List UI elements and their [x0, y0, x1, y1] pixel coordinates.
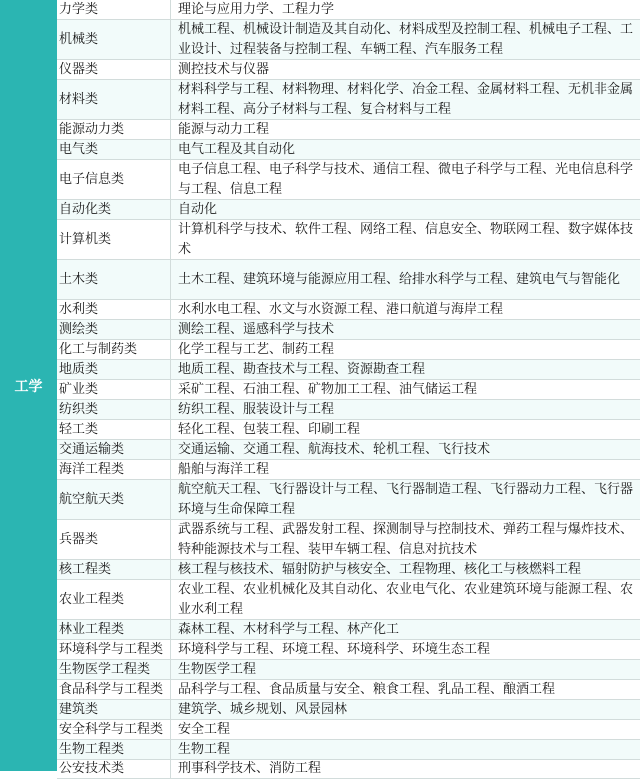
majors-text: 安全工程 — [178, 721, 231, 737]
majors-text: 采矿工程、石油工程、矿物加工工程、油气储运工程 — [178, 381, 478, 397]
subject-class-cell: 建筑类 — [57, 700, 171, 719]
table-row — [57, 160, 640, 200]
subject-class-cell: 测绘类 — [57, 320, 171, 339]
majors-text: 理论与应用力学、工程力学 — [178, 1, 335, 17]
majors-text: 电气工程及其自动化 — [178, 141, 296, 157]
majors-text: 电子信息工程、电子科学与技术、通信工程、微电子科学与工程、光电信息科学与工程、信息工程 — [178, 161, 634, 197]
majors-text: 建筑学、城乡规划、风景园林 — [178, 701, 348, 717]
majors-text: 农业工程、农业机械化及其自动化、农业电气化、农业建筑环境与能源工程、农业水利工程 — [178, 581, 634, 617]
majors-cell — [171, 220, 640, 259]
category-label: 工学 — [14, 378, 43, 395]
majors-text: 土木工程、建筑环境与能源应用工程、给排水科学与工程、建筑电气与智能化 — [178, 271, 621, 287]
majors-cell — [171, 80, 640, 119]
table-row — [57, 520, 640, 560]
table-row — [57, 720, 640, 740]
table-row — [57, 360, 640, 380]
subject-class-cell: 兵器类 — [57, 520, 171, 559]
subject-class-cell: 化工与制药类 — [57, 340, 171, 359]
table-row — [57, 300, 640, 320]
table-row — [57, 400, 640, 420]
majors-text: 计算机科学与技术、软件工程、网络工程、信息安全、物联网工程、数字媒体技术 — [178, 221, 634, 257]
subject-class-cell: 海洋工程类 — [57, 460, 171, 479]
subject-class-cell: 自动化类 — [57, 200, 171, 219]
table-row — [57, 460, 640, 480]
majors-text: 材料科学与工程、材料物理、材料化学、冶金工程、金属材料工程、无机非金属材料工程、高分子材料与工程、复合材料与工程 — [178, 81, 634, 117]
majors-text: 刑事科学技术、消防工程 — [178, 761, 322, 776]
majors-cell — [171, 640, 640, 659]
majors-cell — [171, 620, 640, 639]
majors-text: 生物医学工程 — [178, 661, 257, 677]
subject-class-cell: 力学类 — [57, 0, 171, 19]
majors-text: 化学工程与工艺、制药工程 — [178, 341, 335, 357]
majors-cell — [171, 320, 640, 339]
table-row — [57, 260, 640, 300]
table-row — [57, 320, 640, 340]
majors-cell — [171, 0, 640, 19]
table-row — [57, 640, 640, 660]
majors-text: 机械工程、机械设计制造及其自动化、材料成型及控制工程、机械电子工程、工业设计、过程装备与控制工程、车辆工程、汽车服务工程 — [178, 21, 634, 57]
majors-text: 纺织工程、服装设计与工程 — [178, 401, 335, 417]
majors-text: 轻化工程、包装工程、印刷工程 — [178, 421, 361, 437]
subject-class-cell: 电气类 — [57, 140, 171, 159]
table-row — [57, 740, 640, 760]
table-row — [57, 660, 640, 680]
subject-class-cell: 核工程类 — [57, 560, 171, 579]
majors-text: 环境科学与工程、环境工程、环境科学、环境生态工程 — [178, 641, 491, 657]
majors-cell — [171, 660, 640, 679]
category-cell — [0, 0, 57, 771]
majors-cell — [171, 720, 640, 739]
majors-cell — [171, 700, 640, 719]
subject-class-cell: 公安技术类 — [57, 760, 171, 778]
majors-cell — [171, 200, 640, 219]
majors-cell — [171, 480, 640, 519]
subject-class-cell: 交通运输类 — [57, 440, 171, 459]
subject-class-cell: 矿业类 — [57, 380, 171, 399]
majors-cell — [171, 60, 640, 79]
majors-text: 核工程与核技术、辐射防护与核安全、工程物理、核化工与核燃料工程 — [178, 561, 582, 577]
majors-text: 交通运输、交通工程、航海技术、轮机工程、飞行技术 — [178, 441, 491, 457]
table-row — [57, 140, 640, 160]
majors-text: 测绘工程、遥感科学与技术 — [178, 321, 335, 337]
subject-class-cell: 航空航天类 — [57, 480, 171, 519]
subject-class-cell: 环境科学与工程类 — [57, 640, 171, 659]
subject-class-cell: 林业工程类 — [57, 620, 171, 639]
majors-cell — [171, 260, 640, 299]
table-row — [57, 440, 640, 460]
majors-text: 地质工程、勘查技术与工程、资源勘查工程 — [178, 361, 426, 377]
majors-text: 武器系统与工程、武器发射工程、探测制导与控制技术、弹药工程与爆炸技术、特种能源技术与工程、装甲车辆工程、信息对抗技术 — [178, 521, 634, 557]
subject-class-cell: 生物工程类 — [57, 740, 171, 759]
majors-cell — [171, 380, 640, 399]
majors-text: 自动化 — [178, 201, 218, 217]
majors-cell — [171, 680, 640, 699]
table-row — [57, 0, 640, 20]
table-row — [57, 620, 640, 640]
majors-cell — [171, 520, 640, 559]
table-row — [57, 580, 640, 620]
majors-cell — [171, 400, 640, 419]
majors-cell — [171, 300, 640, 319]
table-row — [57, 80, 640, 120]
majors-text: 能源与动力工程 — [178, 121, 270, 137]
majors-text: 测控技术与仪器 — [178, 61, 270, 77]
majors-cell — [171, 560, 640, 579]
majors-cell — [171, 340, 640, 359]
majors-text: 船舶与海洋工程 — [178, 461, 270, 477]
table-row — [57, 560, 640, 580]
table-row — [57, 480, 640, 520]
majors-text: 生物工程 — [178, 741, 231, 757]
majors-cell — [171, 420, 640, 439]
majors-text: 品科学与工程、食品质量与安全、粮食工程、乳品工程、酿酒工程 — [178, 681, 556, 697]
majors-cell — [171, 360, 640, 379]
subject-class-cell: 计算机类 — [57, 220, 171, 259]
subject-class-cell: 生物医学工程类 — [57, 660, 171, 679]
subject-class-cell: 安全科学与工程类 — [57, 720, 171, 739]
subject-class-cell: 纺织类 — [57, 400, 171, 419]
table-row — [57, 200, 640, 220]
majors-cell — [171, 740, 640, 759]
majors-text: 水利水电工程、水文与水资源工程、港口航道与海岸工程 — [178, 301, 504, 317]
table-row — [57, 120, 640, 140]
table-row — [57, 420, 640, 440]
majors-text: 航空航天工程、飞行器设计与工程、飞行器制造工程、飞行器动力工程、飞行器环境与生命保障工程 — [178, 481, 634, 517]
table-row — [57, 760, 640, 779]
subject-class-cell: 材料类 — [57, 80, 171, 119]
majors-cell — [171, 460, 640, 479]
subject-class-cell: 机械类 — [57, 20, 171, 59]
subject-class-cell: 土木类 — [57, 260, 171, 299]
table-row — [57, 700, 640, 720]
majors-cell — [171, 20, 640, 59]
table-row — [57, 60, 640, 80]
subject-class-cell: 农业工程类 — [57, 580, 171, 619]
subject-class-cell: 轻工类 — [57, 420, 171, 439]
majors-cell — [171, 120, 640, 139]
table-body — [57, 0, 640, 779]
majors-cell — [171, 160, 640, 199]
table-row — [57, 220, 640, 260]
majors-cell — [171, 140, 640, 159]
majors-cell — [171, 580, 640, 619]
table-row — [57, 380, 640, 400]
subject-class-cell: 食品科学与工程类 — [57, 680, 171, 699]
subject-class-cell: 水利类 — [57, 300, 171, 319]
subject-class-cell: 仪器类 — [57, 60, 171, 79]
table-row — [57, 680, 640, 700]
subject-class-cell: 电子信息类 — [57, 160, 171, 199]
subject-class-cell: 能源动力类 — [57, 120, 171, 139]
majors-cell — [171, 440, 640, 459]
majors-text: 森林工程、木材科学与工程、林产化工 — [178, 621, 400, 637]
subject-class-cell: 地质类 — [57, 360, 171, 379]
table-row — [57, 20, 640, 60]
table-row — [57, 340, 640, 360]
majors-cell — [171, 760, 640, 778]
